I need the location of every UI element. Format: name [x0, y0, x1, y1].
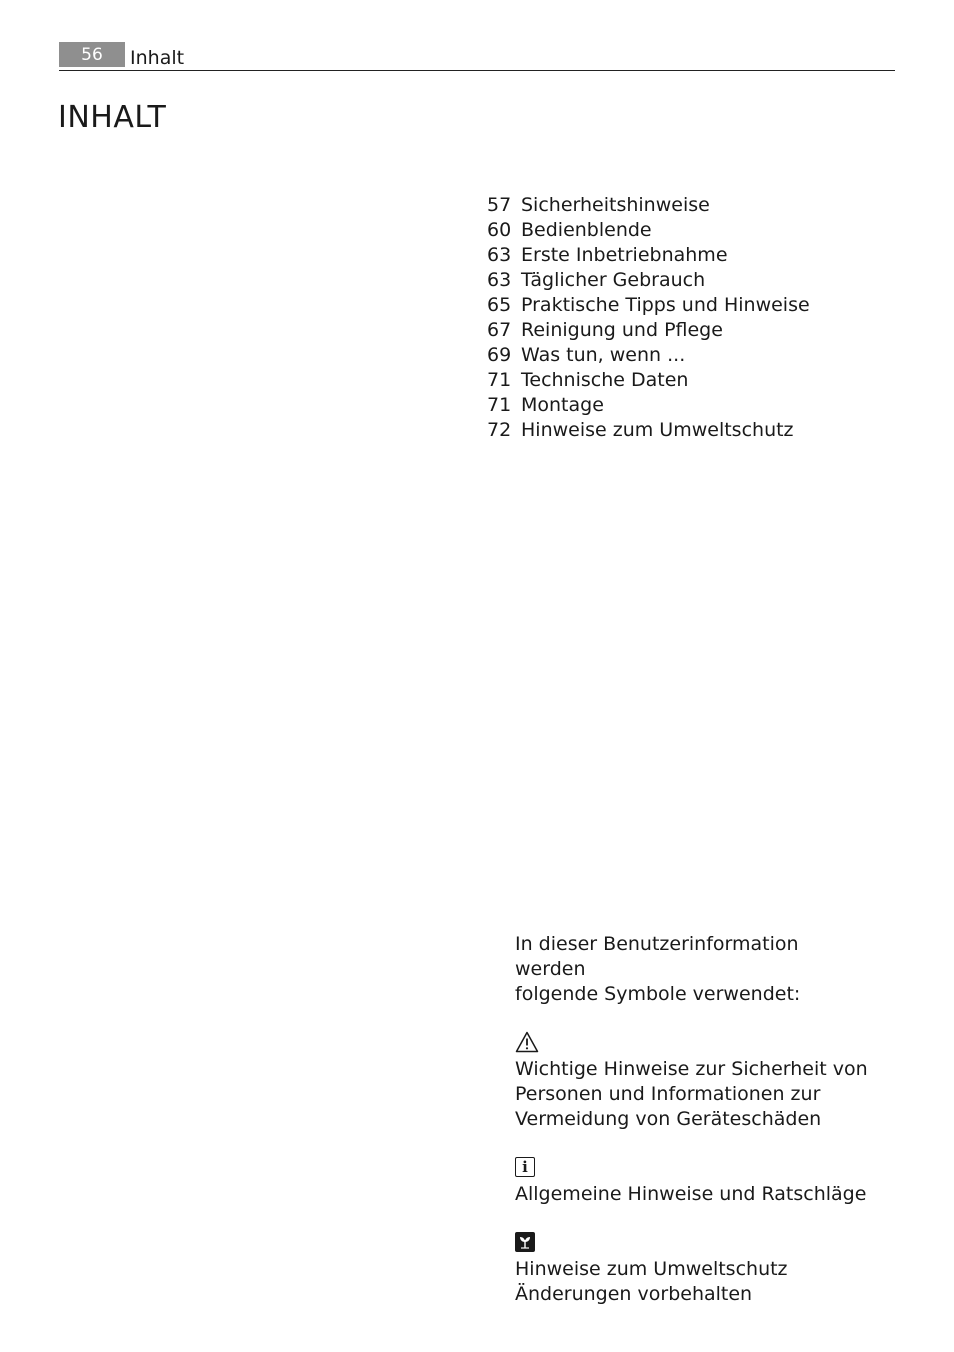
toc-label: Reinigung und Pflege	[521, 319, 723, 341]
page-number: 56	[81, 44, 103, 65]
page-title: INHALT	[58, 100, 167, 135]
toc-page-number: 63	[487, 269, 512, 291]
toc-entry[interactable]	[487, 318, 810, 343]
legend-intro-line: In dieser Benutzerinformation werden	[515, 933, 799, 980]
info-legend-item	[515, 1155, 875, 1207]
environment-text: Hinweise zum Umweltschutz	[515, 1258, 788, 1280]
toc-label: Sicherheitshinweise	[521, 194, 710, 216]
environment-leaf-icon	[515, 1232, 535, 1252]
warning-text-line: Vermeidung von Geräteschäden	[515, 1108, 822, 1130]
toc-entry[interactable]	[487, 218, 810, 243]
toc-label: Täglicher Gebrauch	[521, 269, 706, 291]
toc-page-number: 65	[487, 294, 512, 316]
warning-text-line: Personen und Informationen zur	[515, 1083, 821, 1105]
toc-page-number: 63	[487, 244, 512, 266]
toc-label: Praktische Tipps und Hinweise	[521, 294, 810, 316]
warning-triangle-icon	[515, 1031, 539, 1053]
table-of-contents	[487, 193, 810, 443]
toc-entry[interactable]	[487, 293, 810, 318]
toc-entry[interactable]	[487, 268, 810, 293]
environment-legend-item	[515, 1230, 875, 1282]
toc-page-number: 67	[487, 319, 512, 341]
warning-text-line: Wichtige Hinweise zur Sicherheit von	[515, 1058, 868, 1080]
changes-notice: Änderungen vorbehalten	[515, 1283, 753, 1305]
toc-entry[interactable]	[487, 343, 810, 368]
symbol-legend	[515, 932, 875, 1307]
legend-intro-line: folgende Symbole verwendet:	[515, 983, 801, 1005]
toc-entry[interactable]	[487, 193, 810, 218]
page-header	[59, 42, 895, 72]
toc-entry[interactable]	[487, 393, 810, 418]
toc-entry[interactable]	[487, 243, 810, 268]
toc-label: Bedienblende	[521, 219, 652, 241]
legend-intro	[515, 932, 875, 1007]
toc-page-number: 72	[487, 419, 512, 441]
warning-legend-item	[515, 1030, 875, 1132]
toc-page-number: 57	[487, 194, 512, 216]
header-divider	[59, 70, 895, 71]
toc-entry[interactable]	[487, 368, 810, 393]
toc-label: Erste Inbetriebnahme	[521, 244, 728, 266]
toc-label: Montage	[521, 394, 604, 416]
info-icon: i	[515, 1157, 535, 1177]
toc-label: Technische Daten	[521, 369, 689, 391]
toc-label: Hinweise zum Umweltschutz	[521, 419, 794, 441]
header-section-title: Inhalt	[130, 47, 185, 69]
toc-page-number: 71	[487, 394, 512, 416]
toc-page-number: 71	[487, 369, 512, 391]
page-number-badge	[59, 42, 125, 67]
toc-page-number: 69	[487, 344, 512, 366]
info-text: Allgemeine Hinweise und Ratschläge	[515, 1183, 867, 1205]
toc-entry[interactable]	[487, 418, 810, 443]
toc-page-number: 60	[487, 219, 512, 241]
toc-label: Was tun, wenn ...	[521, 344, 686, 366]
